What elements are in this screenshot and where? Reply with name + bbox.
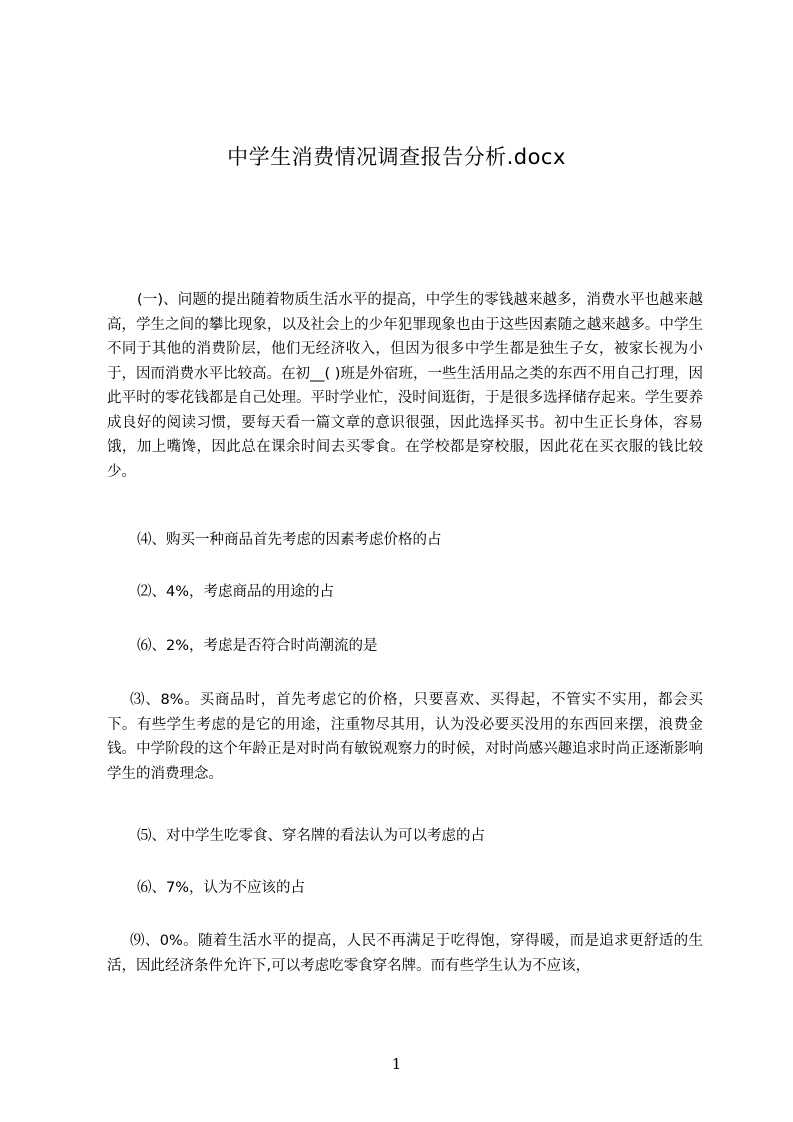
paragraph-price-analysis: ⑶、8%。买商品时，首先考虑它的价格，只要喜欢、买得起，不管实不实用，都会买下。有些学生考虑的是它的用途，注重物尽其用，认为没必要买没用的东西回来摆，浪费金钱。中学阶段的这个年龄正是对时尚有敏锐观察力的时候，对时尚感兴趣追求时尚正逐渐影响学生的消费理念。 bbox=[107, 692, 703, 782]
paragraph-snacks-brands-view: ⑸、对中学生吃零食、穿名牌的看法认为可以考虑的占 bbox=[137, 828, 485, 844]
paragraph-living-standard: ⑼、0%。随着生活水平的提高，人民不再满足于吃得饱，穿得暖，而是追求更舒适的生活，因此经济条件允许下,可以考虑吃零食穿名牌。而有些学生认为不应该， bbox=[107, 933, 703, 974]
paragraph-problem-statement: (一)、问题的提出随着物质生活水平的提高，中学生的零钱越来越多，消费水平也越来越高，学生之间的攀比现象，以及社会上的少年犯罪现象也由于这些因素随之越来越多。中学生不同于其他的消费阶层，他们无经济收入，但因为很多中学生都是独生子女，被家长视为小于，因而消费水平比较高。在初__( )班是外宿班，一些生活用品之类的东西不用自己打理，因此平时的零花钱都是自己处理。平时学业忙，没时间逛街，于是很多选择储存起来。学生要养成良好的阅读习惯，要每天看一篇文章的意识很强，因此选择买书。初中生正长身体，容易饿，加上嘴馋，因此总在课余时间去买零食。在学校都是穿校服，因此花在买衣服的钱比较少。 bbox=[107, 292, 703, 480]
paragraph-usage-percent: ⑵、4%，考虑商品的用途的占 bbox=[137, 584, 335, 600]
paragraph-fashion-percent: ⑹、2%，考虑是否符合时尚潮流的是 bbox=[137, 638, 378, 654]
paragraph-purchase-factor: ⑷、购买一种商品首先考虑的因素考虑价格的占 bbox=[137, 532, 442, 548]
page-number: 1 bbox=[391, 1055, 402, 1073]
paragraph-should-not-percent: ⑹、7%，认为不应该的占 bbox=[137, 880, 306, 896]
document-title: 中学生消费情况调查报告分析.docx bbox=[227, 145, 566, 169]
